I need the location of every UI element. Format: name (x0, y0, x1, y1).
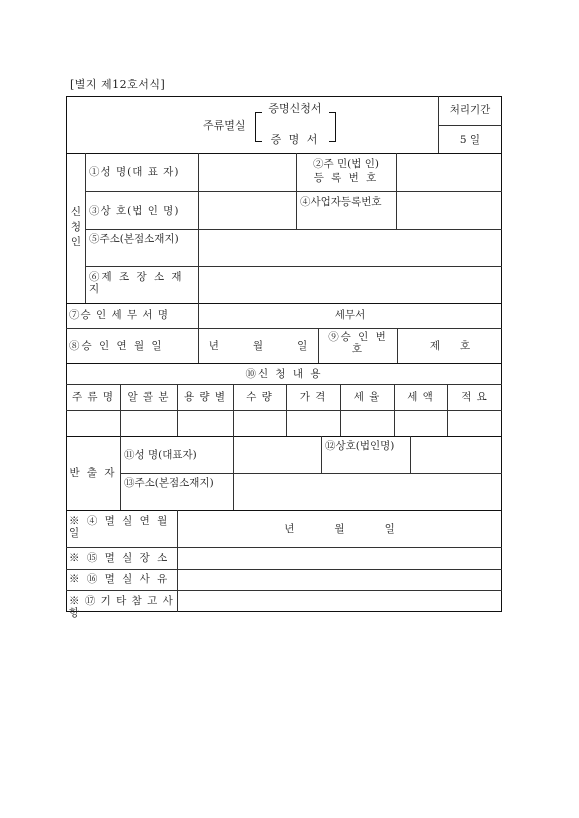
rule (85, 229, 502, 230)
applicant-name-label: ①성 명(대 표 자) (89, 166, 180, 178)
rule (66, 328, 502, 329)
rule (85, 191, 502, 192)
company-name-label: ③상 호(법 인 명) (89, 205, 180, 217)
rule (410, 436, 411, 473)
rule (66, 410, 502, 411)
rule (66, 590, 502, 591)
column-header: 용 량 별 (183, 391, 227, 403)
loss-date-value: 년 월 일 (284, 523, 395, 535)
approval-office-label: ⑦승 인 세 무 서 명 (69, 309, 170, 321)
shipper-company-label: ⑫상호(법인명) (325, 440, 395, 452)
column-header: 적 요 (461, 391, 488, 403)
approval-number-label: ⑨승 인 번 호 (328, 331, 388, 355)
rule (396, 153, 397, 229)
left-bracket (255, 112, 262, 142)
approval-office-value: 세무서 (334, 309, 366, 321)
rule (66, 153, 502, 154)
business-registration-label: ④사업자등록번호 (300, 196, 382, 208)
loss-reason-label: ※ ⑯ 멸 실 사 유 (69, 573, 170, 585)
approval-number-value: 제 호 (429, 340, 471, 352)
rule (85, 266, 502, 267)
rule (66, 363, 502, 364)
title-option-certificate: 증 명 서 (262, 134, 328, 146)
shipper-name-label: ⑪성 명(대표자) (124, 449, 197, 461)
rule (66, 384, 502, 385)
resident-number-label-1: ②주 민(법 인) (313, 158, 379, 170)
loss-place-label: ※ ⑮ 멸 실 장 소 (69, 552, 170, 564)
processing-period-value: 5 일 (459, 134, 481, 146)
column-header: 세 액 (407, 391, 434, 403)
rule (66, 547, 502, 548)
resident-number-label-2: 등 록 번 호 (313, 172, 379, 184)
shipper-address-label: ⑬주소(본점소재지) (124, 477, 214, 489)
factory-location-label: ⑥제 조 장 소 재 지 (89, 271, 184, 295)
approval-date-value: 년 월 일 (208, 340, 308, 352)
shipper-group-label: 반 출 자 (69, 467, 117, 479)
rule (66, 569, 502, 570)
form-label: [별지 제12호서식] (70, 78, 166, 91)
rule (120, 436, 121, 510)
column-header: 수 량 (246, 391, 273, 403)
rule (85, 153, 86, 303)
rule (318, 328, 319, 363)
right-bracket (329, 112, 336, 142)
column-header: 알 콜 분 (127, 391, 170, 403)
column-header: 주 류 명 (71, 391, 115, 403)
processing-period-label: 처리기간 (449, 104, 491, 116)
title-option-application: 증명신청서 (262, 103, 328, 115)
column-header: 가 격 (299, 391, 327, 403)
rule (198, 153, 199, 303)
rule (233, 436, 234, 510)
loss-date-label: ※ ④ 멸 실 연 월 일 (69, 515, 170, 539)
address-label: ⑤주소(본점소재지) (89, 233, 179, 245)
rule (66, 303, 502, 304)
rule (120, 473, 502, 474)
rule (321, 436, 322, 473)
column-header: 세 율 (353, 391, 381, 403)
rule (66, 436, 502, 437)
rule (438, 125, 502, 126)
loss-other-label: ※ ⑰ 기 타 참 고 사 항 (69, 595, 174, 619)
rule (296, 153, 297, 229)
applicant-group-label: 신 청 인 (70, 206, 82, 248)
rule (66, 510, 502, 511)
details-section-title: ⑩신 청 내 용 (245, 368, 323, 380)
approval-date-label: ⑧승 인 연 월 일 (69, 340, 164, 352)
title-left: 주류멸실 (203, 119, 246, 132)
